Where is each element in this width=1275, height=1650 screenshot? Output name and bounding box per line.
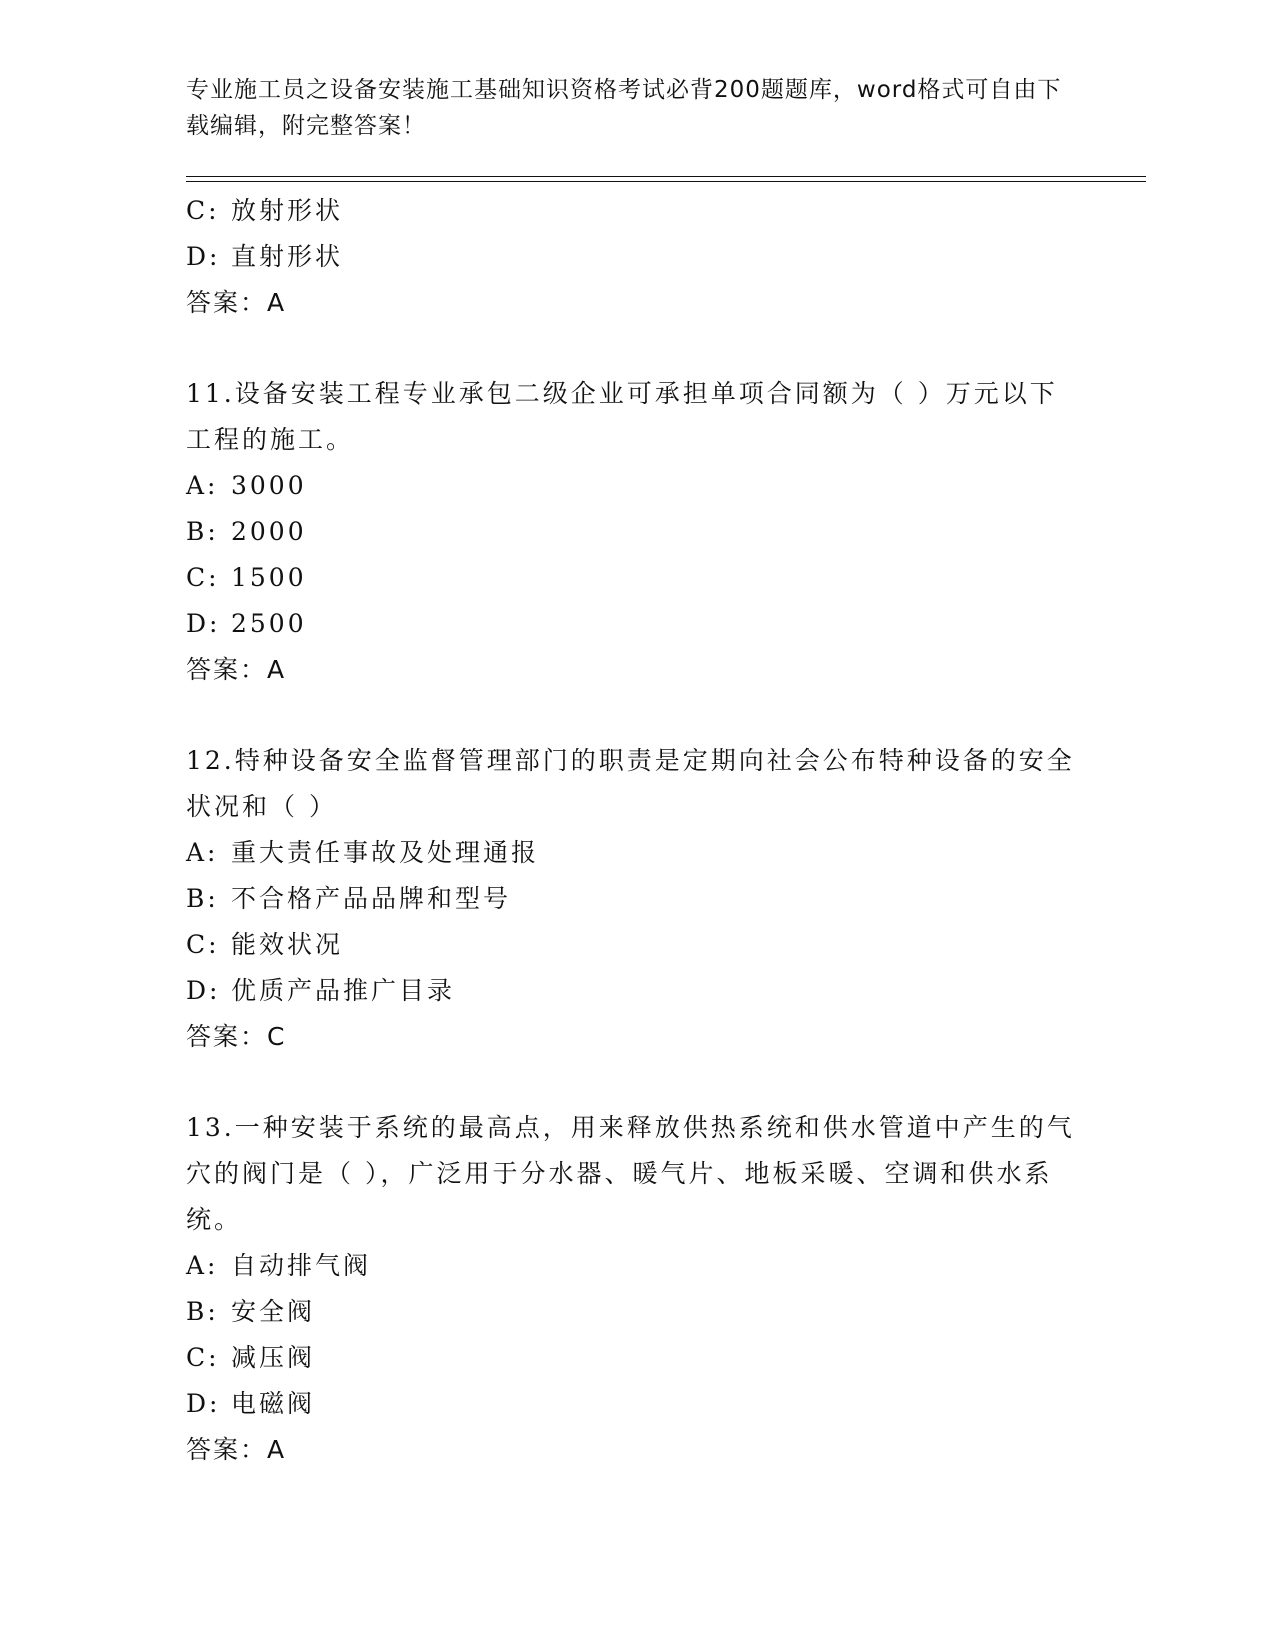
option-text: 优质产品推广目录 [231,976,456,1005]
answer-line: 答案：A [186,1435,287,1464]
option-text: 1500 [231,563,307,592]
option-text: 重大责任事故及处理通报 [231,838,540,867]
option-text: 能效状况 [231,930,344,959]
option-text: 2500 [231,609,307,638]
question-stem: 13.一种安装于系统的最高点，用来释放供热系统和供水管道中产生的气穴的阀门是（ ），广泛用于分水器、暖气片、地板采暖、空调和供水系统。 [186,1113,1075,1234]
header-divider-bottom [186,181,1146,182]
option-b [186,1289,1086,1335]
option-b [186,876,1086,922]
answer-line: 答案：C [186,1022,287,1051]
option-text: 减压阀 [231,1343,316,1372]
question-block-13 [186,1105,1086,1473]
question-stem: 12.特种设备安全监督管理部门的职责是定期向社会公布特种设备的安全状况和（ ） [186,746,1075,821]
option-text: 不合格产品品牌和型号 [231,884,512,913]
option-a [186,463,1086,509]
option-a [186,1243,1086,1289]
option-d [186,968,1086,1014]
option-text: 电磁阀 [231,1389,316,1418]
option-letter: D: [186,609,221,638]
option-letter: D: [186,976,221,1005]
option-letter: A: [186,838,219,867]
option-letter: D: [186,242,221,271]
spacer [186,1060,1086,1105]
option-d [186,1381,1086,1427]
option-letter: B: [186,1297,219,1326]
document-header [186,72,1066,144]
option-d [186,234,1086,280]
option-text: 2000 [231,517,307,546]
spacer [186,326,1086,371]
option-letter: C: [186,1343,220,1372]
answer-line: 答案：A [186,288,287,317]
option-text: 3000 [231,471,307,500]
option-a [186,830,1086,876]
option-letter: B: [186,884,219,913]
option-b [186,509,1086,555]
option-letter: A: [186,1251,219,1280]
option-text: 直射形状 [231,242,344,271]
question-block-12 [186,738,1086,1060]
option-text: 安全阀 [231,1297,316,1326]
option-text: 自动排气阀 [231,1251,372,1280]
option-letter: A: [186,471,219,500]
question-stem: 11.设备安装工程专业承包二级企业可承担单项合同额为（ ）万元以下工程的施工。 [186,379,1058,454]
option-d [186,601,1086,647]
option-c [186,555,1086,601]
option-letter: B: [186,517,219,546]
option-letter: C: [186,930,220,959]
option-letter: C: [186,196,220,225]
option-c [186,188,1086,234]
option-letter: D: [186,1389,221,1418]
answer-line: 答案：A [186,655,287,684]
question-list [186,188,1086,1473]
question-block-11 [186,371,1086,693]
option-letter: C: [186,563,220,592]
option-c [186,922,1086,968]
header-divider-top [186,176,1146,177]
header-title: 专业施工员之设备安装施工基础知识资格考试必背200题题库，word格式可自由下载编辑，附完整答案！ [186,77,1062,139]
question-block-prev [186,188,1086,326]
option-c [186,1335,1086,1381]
spacer [186,693,1086,738]
option-text: 放射形状 [231,196,344,225]
